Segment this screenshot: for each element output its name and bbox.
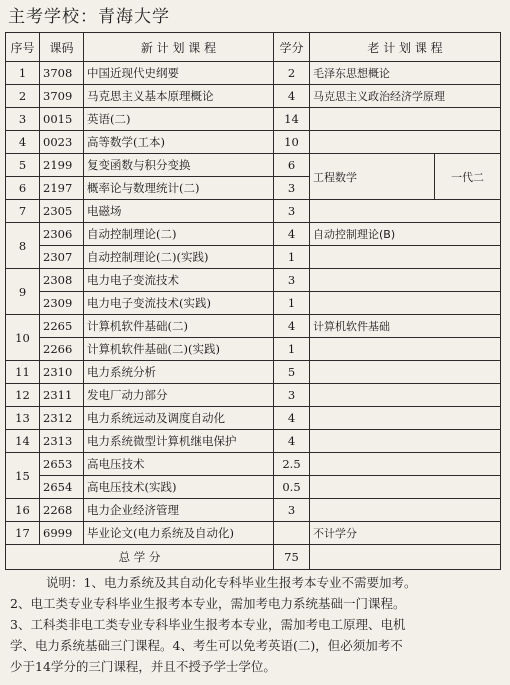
note-line: 少于14学分的三门课程，并且不授予学士学位。 bbox=[10, 659, 276, 674]
row-old-course bbox=[310, 384, 501, 407]
total-empty-cell bbox=[310, 545, 501, 570]
table-row bbox=[6, 223, 501, 246]
row-old-course bbox=[310, 407, 501, 430]
row-old-course: 工程数学 bbox=[310, 154, 435, 200]
row-course-name: 发电厂动力部分 bbox=[84, 384, 274, 407]
row-old-course bbox=[310, 476, 501, 499]
row-credit: 6 bbox=[274, 154, 310, 177]
table-row bbox=[6, 384, 501, 407]
row-old-course bbox=[310, 108, 501, 131]
table-row bbox=[6, 154, 501, 177]
row-credit: 10 bbox=[274, 131, 310, 154]
row-code: 2265 bbox=[40, 315, 84, 338]
row-no: 3 bbox=[6, 108, 40, 131]
row-credit: 3 bbox=[274, 200, 310, 223]
row-credit: 2 bbox=[274, 62, 310, 85]
row-course-name: 电磁场 bbox=[84, 200, 274, 223]
row-credit: 3 bbox=[274, 499, 310, 522]
row-code: 6999 bbox=[40, 522, 84, 545]
row-old-course-note: 一代二 bbox=[435, 154, 501, 200]
row-course-name: 高等数学(工本) bbox=[84, 131, 274, 154]
row-course-name: 英语(二) bbox=[84, 108, 274, 131]
row-old-course: 不计学分 bbox=[310, 522, 501, 545]
row-code: 0015 bbox=[40, 108, 84, 131]
row-no: 5 bbox=[6, 154, 40, 177]
row-old-course bbox=[310, 131, 501, 154]
row-old-course bbox=[310, 430, 501, 453]
row-no: 16 bbox=[6, 499, 40, 522]
row-no: 7 bbox=[6, 200, 40, 223]
row-no: 11 bbox=[6, 361, 40, 384]
row-credit: 4 bbox=[274, 315, 310, 338]
row-course-name: 电力电子变流技术(实践) bbox=[84, 292, 274, 315]
row-old-course: 自动控制理论(B) bbox=[310, 223, 501, 246]
row-credit: 1 bbox=[274, 246, 310, 269]
table-row bbox=[6, 292, 501, 315]
table-row bbox=[6, 246, 501, 269]
row-course-name: 计算机软件基础(二)(实践) bbox=[84, 338, 274, 361]
row-code: 2311 bbox=[40, 384, 84, 407]
total-credit: 75 bbox=[274, 545, 310, 570]
row-course-name: 概率论与数理统计(二) bbox=[84, 177, 274, 200]
row-old-course bbox=[310, 200, 501, 223]
row-no: 15 bbox=[6, 453, 40, 499]
header-code: 课码 bbox=[40, 33, 84, 62]
row-course-name: 高电压技术(实践) bbox=[84, 476, 274, 499]
row-old-course bbox=[310, 361, 501, 384]
row-no: 13 bbox=[6, 407, 40, 430]
row-credit bbox=[274, 522, 310, 545]
row-course-name: 电力企业经济管理 bbox=[84, 499, 274, 522]
row-old-course bbox=[310, 292, 501, 315]
table-row bbox=[6, 338, 501, 361]
table-row bbox=[6, 315, 501, 338]
header-no: 序号 bbox=[6, 33, 40, 62]
course-table bbox=[5, 32, 501, 570]
row-course-name: 自动控制理论(二) bbox=[84, 223, 274, 246]
row-credit: 4 bbox=[274, 407, 310, 430]
row-credit: 2.5 bbox=[274, 453, 310, 476]
row-credit: 5 bbox=[274, 361, 310, 384]
table-row bbox=[6, 430, 501, 453]
row-no: 10 bbox=[6, 315, 40, 361]
row-no: 4 bbox=[6, 131, 40, 154]
row-no: 6 bbox=[6, 177, 40, 200]
row-code: 2309 bbox=[40, 292, 84, 315]
row-no: 8 bbox=[6, 223, 40, 269]
row-course-name: 电力系统分析 bbox=[84, 361, 274, 384]
row-code: 2199 bbox=[40, 154, 84, 177]
row-code: 2305 bbox=[40, 200, 84, 223]
row-code: 2308 bbox=[40, 269, 84, 292]
note-line: 3、工科类非电工类专业专科毕业生报考本专业，需加考电工原理、电机 bbox=[10, 617, 406, 632]
row-code: 2310 bbox=[40, 361, 84, 384]
row-code: 2307 bbox=[40, 246, 84, 269]
header-credit: 学分 bbox=[274, 33, 310, 62]
note-line: 学、电力系统基础三门课程。4、考生可以免考英语(二)，但必须加考不 bbox=[10, 638, 403, 653]
row-credit: 1 bbox=[274, 338, 310, 361]
table-row bbox=[6, 407, 501, 430]
row-old-course bbox=[310, 453, 501, 476]
row-no: 2 bbox=[6, 85, 40, 108]
row-credit: 3 bbox=[274, 177, 310, 200]
row-no: 14 bbox=[6, 430, 40, 453]
row-no: 17 bbox=[6, 522, 40, 545]
table-row bbox=[6, 131, 501, 154]
table-row bbox=[6, 476, 501, 499]
row-code: 3709 bbox=[40, 85, 84, 108]
row-code: 2654 bbox=[40, 476, 84, 499]
row-old-course bbox=[310, 338, 501, 361]
table-row bbox=[6, 269, 501, 292]
row-credit: 14 bbox=[274, 108, 310, 131]
row-credit: 1 bbox=[274, 292, 310, 315]
table-header-row bbox=[6, 33, 501, 62]
row-code: 2306 bbox=[40, 223, 84, 246]
row-code: 2266 bbox=[40, 338, 84, 361]
row-credit: 4 bbox=[274, 430, 310, 453]
table-row bbox=[6, 200, 501, 223]
table-row bbox=[6, 85, 501, 108]
row-code: 2268 bbox=[40, 499, 84, 522]
row-old-course bbox=[310, 246, 501, 269]
row-code: 0023 bbox=[40, 131, 84, 154]
row-code: 3708 bbox=[40, 62, 84, 85]
row-course-name: 高电压技术 bbox=[84, 453, 274, 476]
row-old-course bbox=[310, 499, 501, 522]
note-line: 2、电工类专业专科毕业生报考本专业，需加考电力系统基础一门课程。 bbox=[10, 596, 406, 611]
exam-school-title: 主考学校：青海大学 bbox=[8, 7, 170, 27]
row-course-name: 马克思主义基本原理概论 bbox=[84, 85, 274, 108]
table-row bbox=[6, 361, 501, 384]
row-no: 12 bbox=[6, 384, 40, 407]
row-credit: 0.5 bbox=[274, 476, 310, 499]
row-course-name: 电力电子变流技术 bbox=[84, 269, 274, 292]
row-course-name: 毕业论文(电力系统及自动化) bbox=[84, 522, 274, 545]
row-old-course: 毛泽东思想概论 bbox=[310, 62, 501, 85]
row-code: 2312 bbox=[40, 407, 84, 430]
row-credit: 3 bbox=[274, 384, 310, 407]
row-credit: 4 bbox=[274, 85, 310, 108]
row-no: 9 bbox=[6, 269, 40, 315]
row-code: 2653 bbox=[40, 453, 84, 476]
row-code: 2197 bbox=[40, 177, 84, 200]
table-row bbox=[6, 499, 501, 522]
row-course-name: 电力系统远动及调度自动化 bbox=[84, 407, 274, 430]
total-row bbox=[6, 545, 501, 570]
table-row bbox=[6, 108, 501, 131]
row-credit: 4 bbox=[274, 223, 310, 246]
row-old-course bbox=[310, 269, 501, 292]
row-old-course: 马克思主义政治经济学原理 bbox=[310, 85, 501, 108]
row-old-course: 计算机软件基础 bbox=[310, 315, 501, 338]
row-code: 2313 bbox=[40, 430, 84, 453]
header-old-course: 老 计 划 课 程 bbox=[310, 33, 501, 62]
notes-section bbox=[10, 572, 502, 677]
note-line: 说明：1、电力系统及其自动化专科毕业生报考本专业不需要加考。 bbox=[46, 575, 417, 590]
total-label: 总 学 分 bbox=[6, 545, 274, 570]
row-course-name: 电力系统微型计算机继电保护 bbox=[84, 430, 274, 453]
table-row bbox=[6, 453, 501, 476]
row-course-name: 中国近现代史纲要 bbox=[84, 62, 274, 85]
header-new-course: 新 计 划 课 程 bbox=[84, 33, 274, 62]
row-course-name: 自动控制理论(二)(实践) bbox=[84, 246, 274, 269]
row-course-name: 复变函数与积分变换 bbox=[84, 154, 274, 177]
row-course-name: 计算机软件基础(二) bbox=[84, 315, 274, 338]
row-credit: 3 bbox=[274, 269, 310, 292]
table-row bbox=[6, 62, 501, 85]
row-no: 1 bbox=[6, 62, 40, 85]
table-row bbox=[6, 522, 501, 545]
